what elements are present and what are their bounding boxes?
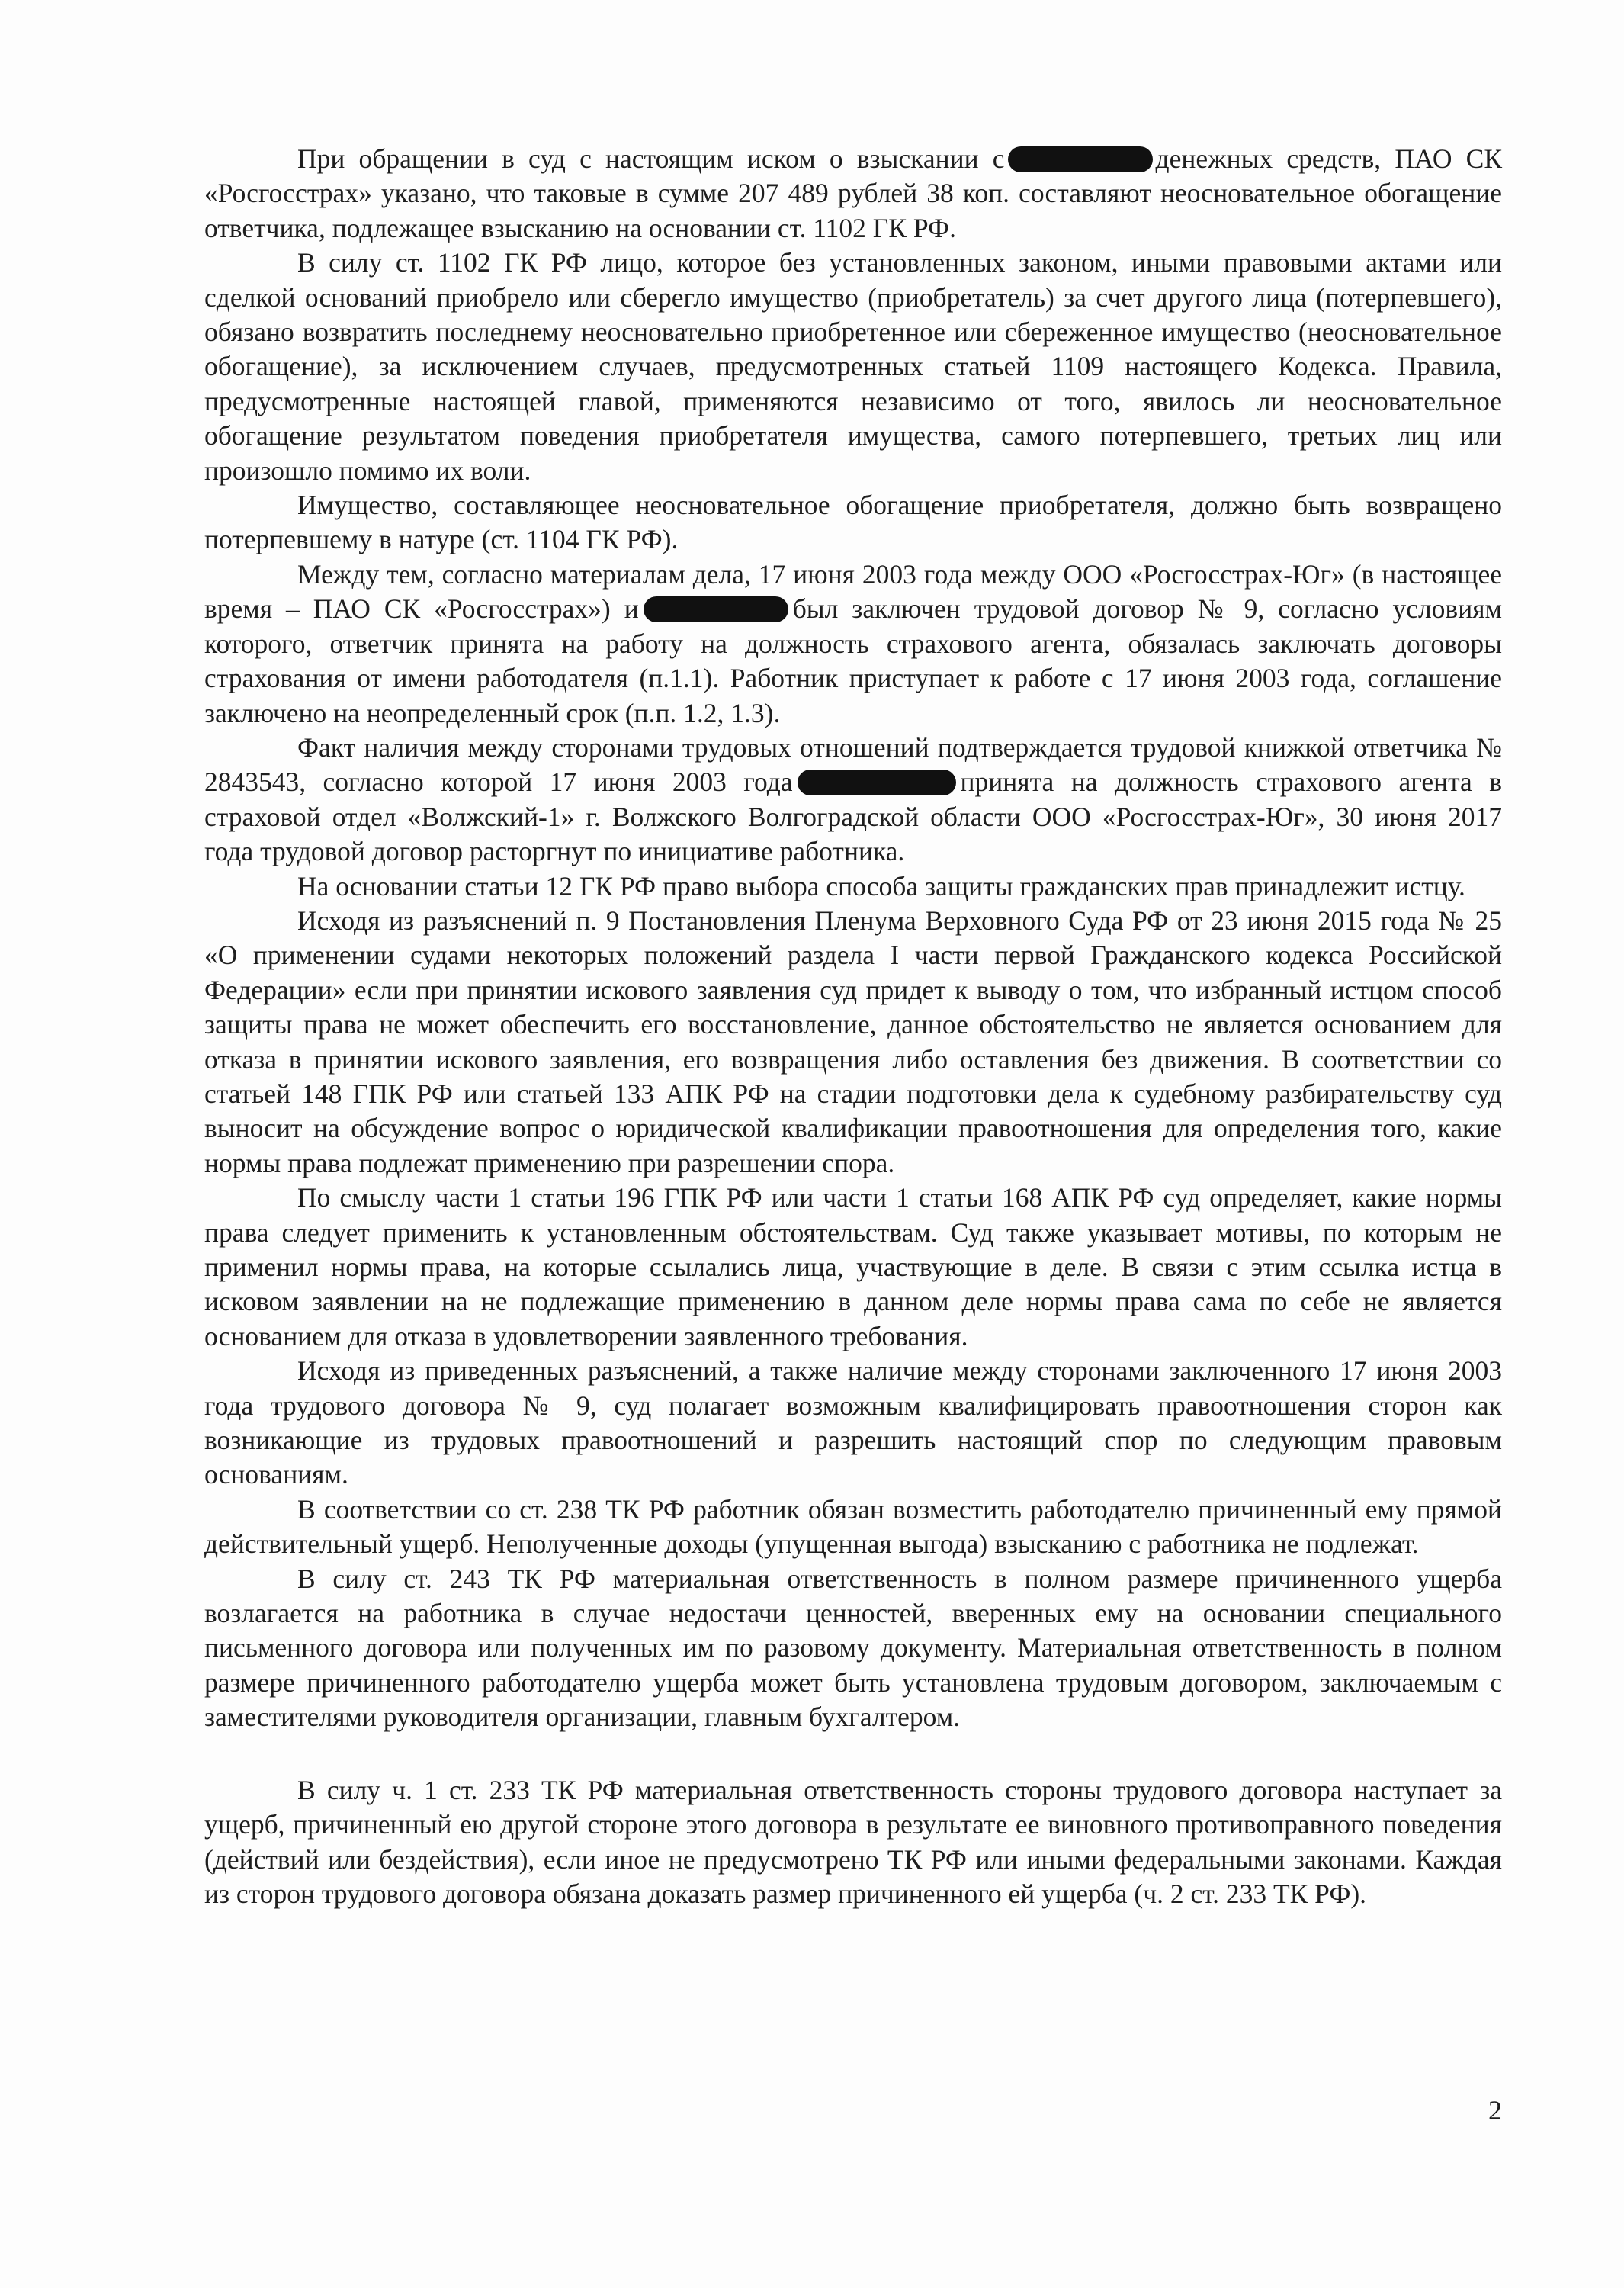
paragraph-12: В силу ч. 1 ст. 233 ТК РФ материальная ответственность стороны трудового договора наступает за ущерб, причиненный ею другой стороне этого договора в результате ее виновного противоправного поведения (действий или бездействия), если иное не предусмотрено ТК РФ или иными федеральными законами. Каждая из сторон трудового договора обязана доказать размер причиненного ей ущерба (ч. 2 ст. 233 ТК РФ). <box>204 1774 1502 1909</box>
paragraph-7: Исходя из разъяснений п. 9 Постановления Пленума Верховного Суда РФ от 23 июня 2015 года № 25 «О применении судами некоторых положений раздела I части первой Гражданского кодекса Российской Федерации» если при принятии искового заявления суд придет к выводу о том, что избранный истцом способ защиты права не может обеспечить его восстановление, данное обстоятельство не является основанием для отказа в принятии искового заявления, его возвращения либо оставления без движения. В соответствии со статьей 148 ГПК РФ или статьей 133 АПК РФ на стадии подготовки дела к судебному разбирательству суд выносит на обсуждение вопрос о юридической квалификации правоотношения для определения того, какие нормы права подлежат применению при разрешении спора. <box>204 905 1502 1178</box>
paragraph-6: На основании статьи 12 ГК РФ право выбора способа защиты гражданских прав принадлежит истцу. <box>297 870 1465 901</box>
paragraph-3: Имущество, составляющее неосновательное обогащение приобретателя, должно быть возвращено потерпевшему в натуре (ст. 1104 ГК РФ). <box>204 490 1502 555</box>
paragraph-1 <box>204 142 1502 246</box>
paragraph-9: Исходя из приведенных разъяснений, а также наличие между сторонами заключенного 17 июня 2003 года трудового договора № 9, суд полагает возможным квалифицировать правоотношения сторон как возникающие из трудовых правоотношений и разрешить настоящий спор по следующим правовым основаниям. <box>204 1355 1502 1490</box>
redaction-mark <box>798 770 956 795</box>
paragraph-1-text-end: денежных средств, ПАО СК «Росгосстрах» указано, что таковые в сумме 207 489 рублей 38 коп. составляют неосновательное обогащение ответчика, подлежащее взысканию на основании ст. 1102 ГК РФ. <box>204 143 1502 243</box>
paragraph-10: В соответствии со ст. 238 ТК РФ работник обязан возместить работодателю причиненный ему прямой действительный ущерб. Неполученные доходы (упущенная выгода) взысканию с работника не подлежат. <box>204 1493 1502 1560</box>
paragraph-5-text-end: принята на должность страхового агента в страховой отдел «Волжский-1» г. Волжского Волгоградской области ООО «Росгосстрах-Юг», 30 июня 2017 года трудовой договор расторгнут по инициативе работника. <box>204 766 1502 867</box>
paragraph-5 <box>204 731 1502 869</box>
document-body <box>204 142 1502 1911</box>
redaction-mark <box>1008 146 1153 172</box>
paragraph-8: По смыслу части 1 статьи 196 ГПК РФ или части 1 статьи 168 АПК РФ суд определяет, какие нормы права следует применить к установленным обстоятельствам. Суд также указывает мотивы, по которым не применил нормы права, на которые ссылались лица, участвующие в деле. В связи с этим ссылка истца в исковом заявлении на не подлежащие применению в данном деле нормы права сама по себе не является основанием для отказа в удовлетворении заявленного требования. <box>204 1182 1502 1351</box>
paragraph-2: В силу ст. 1102 ГК РФ лицо, которое без установленных законом, иными правовыми актами или сделкой оснований приобрело или сберегло имущество (приобретатель) за счет другого лица (потерпевшего), обязано возвратить последнему неосновательно приобретенное или сбереженное имущество (неосновательное обогащение), за исключением случаев, предусмотренных статьей 1109 настоящего Кодекса. Правила, предусмотренные настоящей главой, применяются независимо от того, явилось ли неосновательное обогащение результатом поведения приобретателя имущества, самого потерпевшего, третьих лиц или произошло помимо их воли. <box>204 247 1502 486</box>
paragraph-11: В силу ст. 243 ТК РФ материальная ответственность в полном размере причиненного ущерба возлагается на работника в случае недостачи ценностей, вверенных ему на основании специального письменного договора или полученных им по разовому документу. Материальная ответственность в полном размере причиненного работодателю ущерба может быть установлена трудовым договором, заключаемым с заместителями руководителя организации, главным бухгалтером. <box>204 1563 1502 1733</box>
paragraph-1-text-start: При обращении в суд с настоящим иском о взыскании с <box>297 143 1005 174</box>
redaction-mark <box>644 596 788 622</box>
page-number: 2 <box>1488 2095 1502 2126</box>
paragraph-4 <box>204 558 1502 731</box>
paragraph-4-text-end: был заключен трудовой договор № 9, согласно условиям которого, ответчик принята на работу на должность страхового агента, обязалась заключать договоры страхования от имени работодателя (п.1.1). Работник приступает к работе с 17 июня 2003 года, соглашение заключено на неопределенный срок (п.п. 1.2, 1.3). <box>204 593 1502 728</box>
paragraph-5-text-start: Факт наличия между сторонами трудовых отношений подтверждается трудовой книжкой ответчика № 2843543, согласно которой 17 июня 2003 года <box>204 731 1502 798</box>
paragraph-4-text-start: Между тем, согласно материалам дела, 17 июня 2003 года между ООО «Росгосстрах-Юг» (в настоящее время – ПАО СК «Росгосстрах») и <box>204 558 1502 625</box>
